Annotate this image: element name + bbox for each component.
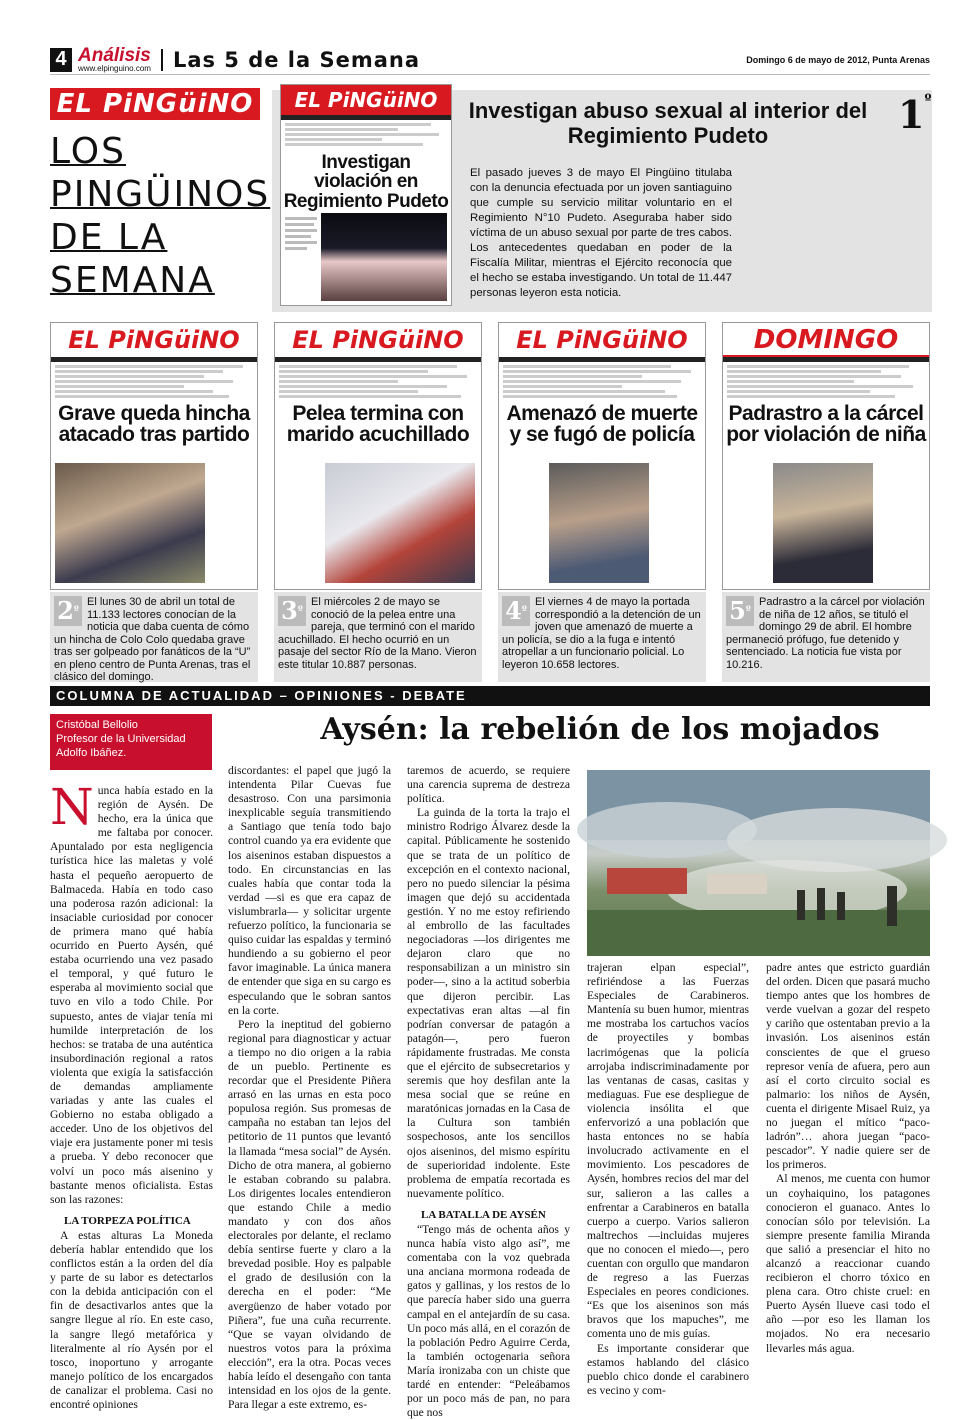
cover-caption-text: Padrastro a la cárcel por violación de niña de 12 años, se tituló el domingo 29 de abril. El hombre permaneció prófugo, fue detenido y sentenciado. La noticia fue vista por 10.216. bbox=[726, 596, 925, 671]
cover-photo bbox=[773, 463, 873, 583]
cover-teasers bbox=[51, 362, 257, 403]
rank-badge bbox=[502, 596, 530, 626]
article-paragraph: Pero la ineptitud del gobierno regional para diagnosticar y actuar a tiempo no dio origen a la rabia de un pueblo. Pertinente es recordar que el Presidente Piñera arrasó en las urnas en esta poco populosa región. Sus promesas de campaña no estaban tan lejos del petitorio de 11 puntos que levantó la llamada “mesa social” de Aysén. Dicho de otra manera, al gobierno le estaban cobrando su palabra. Los dirigentes locales entendieron que estando Chile a medio mandato y con dos años electorales por delante, el reclamo debía sentirse fuerte y claro a la brevedad posible. Hoy es palpable el grado de desilusión con la derecha en el poder: “Me avergüenzo de haber votado por Piñera”, fue una cuña recurrente. “Que se vayan olvidando de nuestros votos para la próxima elección”, era la otra. Pocas veces había leído el desengaño con tanta intensidad en los ojos de la gente. Para llegar a este extremo, es- bbox=[228, 1017, 391, 1412]
article-column-5 bbox=[766, 961, 930, 1356]
article-column-1 bbox=[50, 778, 213, 1412]
rank-number: 2 bbox=[57, 596, 74, 625]
article-paragraph: taremos de acuerdo, se requiere una carencia suprema de destreza política. bbox=[407, 764, 570, 806]
cover-caption bbox=[50, 592, 258, 682]
section-title: Las 5 de la Semana bbox=[172, 47, 421, 72]
protest-photo bbox=[587, 770, 930, 956]
cover-headline: Pelea termina con marido acuchillado bbox=[286, 402, 470, 447]
protest-photo-art bbox=[587, 770, 930, 956]
cover-teasers bbox=[281, 120, 451, 151]
article-subheading: LA TORPEZA POLÍTICA bbox=[64, 1214, 191, 1227]
rank-number: 1 bbox=[898, 92, 925, 137]
author-role: Profesor de la Universidad bbox=[56, 733, 186, 745]
page-number: 4 bbox=[50, 48, 72, 72]
article-paragraph: La guinda de la torta la trajo el ministro Rodrigo Álvarez desde la capital. Públicamente he sostenido que se trata de un político de excepción en el contexto nacional, pero no puedo silenciar la pésima imagen que dejó su accidentada gestión. Y no me estoy refiriendo al embrollo de las facultades negociadoras —los dirigentes me dejaron claro que no responsabilizan a un ministro sin poder—, sino a la actitud soberbia que dijeron percibir. Las expectativas eran altas —al fin podrían conversar de patagón a patagón—, pero fueron rápidamente frustradas. Me consta que el ejército de subsecretarios y seremis que hoy desfilan ante la mesa social que se reúne en maratónicas jornadas en la Casa de la Cultura son también sospechosos, ante los sencillos ojos aiseninos, del mismo espíritu de superioridad indolente. Este problema de empatía recortada es nuevamente político. bbox=[407, 806, 570, 1200]
cover-caption-text: El miércoles 2 de mayo se conoció de la pelea entre una pareja, que terminó con el marido acuchillado. El hecho ocurrió en un pasaje del sector Río de la Mano. Vieron este titular 10.887 personas. bbox=[278, 596, 477, 671]
page-header bbox=[50, 45, 930, 75]
header-divider bbox=[161, 49, 163, 71]
author-box bbox=[50, 714, 212, 770]
rank-badge bbox=[54, 596, 82, 626]
cover-thumbnail-1[interactable] bbox=[280, 84, 452, 306]
rank-badge bbox=[278, 596, 306, 626]
cover-item-4 bbox=[498, 322, 706, 682]
article-paragraph: trajeran elpan especial”, refiriéndose a las Fuerzas Especiales de Carabineros. Mantenía su buen humor, mientras me mostraba los cartuchos vacíos de proyectiles y bombas lacrimógenas que la policía arrojaba indiscriminadamente por las ventanas de casas, casitas y mediaguas. Fue ese despliegue de violencia insólita el que enfervorizó a una población que hasta entonces no se había involucrado activamente en el movimiento. Los pescadores de Aysén, hombres recios del mar del sur, salieron a las calles a enfrentar a Carabineros en batalla cuerpo a cuerpo. Varios salieron maltrechos —incluidas mujeres que no conocen el miedo—, pero cuentan con orgullo que mandaron de regreso a las Fuerzas Especiales en peores condiciones. “Es que los aiseninos son más bravos que los mapuches”, me comenta uno de mis guías. bbox=[587, 961, 749, 1341]
covers-row bbox=[50, 322, 932, 682]
article-paragraph: padre antes que estricto guardián del orden. Dicen que pasará mucho tiempo antes que los hombres de verde vuelvan a gozar del respeto y cariño que ostentaban previo a la invasión. Los aiseninos están conscientes de que el grueso represor venía de afuera, pero aun así el corto circuito social es palmario: los niños de Aysén, cuenta el dirigente Misael Ruiz, ya no juegan el mítico “paco-ladrón”… ahora juegan “paco-pescador”. Y nadie quiere ser de los primeros. bbox=[766, 961, 930, 1172]
rank-suffix: º bbox=[745, 605, 751, 616]
cover-text-column bbox=[285, 217, 317, 252]
opinion-section-bar: COLUMNA DE ACTUALIDAD – OPINIONES - DEBATE bbox=[50, 686, 930, 706]
cover-thumbnail-4[interactable] bbox=[498, 322, 706, 590]
rank-number: 5 bbox=[729, 596, 746, 625]
top-story-rank bbox=[898, 92, 931, 137]
cover-masthead: EL PiNGüiNO bbox=[275, 323, 481, 357]
cover-photo bbox=[325, 463, 475, 583]
brand-site[interactable]: www.elpinguino.com bbox=[78, 64, 151, 73]
feature-title bbox=[50, 130, 271, 302]
cover-masthead: EL PiNGüiNO bbox=[499, 323, 705, 357]
cover-caption bbox=[274, 592, 482, 682]
cover-caption-text: El viernes 4 de mayo la portada correspondió a la detención de un joven que amenazó de muerte a un policía, se dio a la fuga e intentó atropellar a un funcionario policial. Lo leyeron 10.658 lectores. bbox=[502, 596, 701, 671]
article-column-4 bbox=[587, 961, 749, 1398]
issue-date: Domingo 6 de mayo de 2012, Punta Arenas bbox=[746, 54, 930, 65]
feature-title-line: SEMANA bbox=[50, 260, 215, 301]
article-paragraph: “Tengo más de ochenta años y nunca había visto algo así”, me comentaba con la voz quebrada una anciana mormona rodeada de gatos y gallinas, y los restos de lo que parecía haber sido una guerra campal en el antejardín de su casa. Un poco más allá, en el corazón de la población Pedro Aguirre Cerda, la también octogenaria señora María ironizaba con un chiste que tardé en entender: “Peleábamos por un poco más de pan, no para que nos bbox=[407, 1223, 570, 1420]
rank-badge bbox=[726, 596, 754, 626]
rank-suffix: º bbox=[924, 92, 932, 108]
article-paragraph: Es importante considerar que estamos hablando del clásico pueblo chico donde el carabinero es vecino y com- bbox=[587, 1341, 749, 1397]
rank-suffix: º bbox=[521, 605, 527, 616]
rank-number: 4 bbox=[505, 596, 522, 625]
feature-title-line: DE LA bbox=[50, 217, 168, 258]
drop-cap: N bbox=[50, 778, 94, 836]
cover-photo bbox=[321, 213, 447, 301]
cover-thumbnail-5[interactable] bbox=[722, 322, 930, 590]
cover-headline: Investigan violación en Regimiento Pudeto bbox=[283, 152, 449, 212]
article-paragraph: unca había estado en la región de Aysén. De hecho, era la única que me faltaba por conocer. Apuntalado por esta negligencia turística hice las maletas y volé hasta el pequeño aeropuerto de Balmaceda. Había en todo caso una poderosa razón adicional: la insaciable curiosidad por conocer de primera mano qué había ocurrido en Puerto Aysén, qué estaba ocurriendo una vez pasado el temporal, y qué futuro le esperaba al movimiento social que tuvo en vilo a todo Chile. Por supuesto, antes de viajar tenía mi humilde interpretación de los hechos: se trataba de una auténtica insubordinación regional a ratos violenta que exigía la satisfacción de demandas ampliamente variadas y ante las cuales el Gobierno no estaba obligado a acceder. Uno de los objetivos del viaje era justamente poner mi tesis a prueba. Y debo reconocer que volví un poco más aisenino y bastante menos oficialista. Estas son las razones: bbox=[50, 784, 213, 1206]
cover-headline: Amenazó de muerte y se fugó de policía bbox=[506, 402, 698, 447]
cover-thumbnail-2[interactable] bbox=[50, 322, 258, 590]
cover-item-5 bbox=[722, 322, 930, 682]
cover-caption bbox=[498, 592, 706, 682]
rank-number: 3 bbox=[281, 596, 298, 625]
cover-teasers bbox=[275, 362, 481, 403]
feature-title-line: PINGÜINOS bbox=[50, 174, 271, 215]
rank-suffix: º bbox=[73, 605, 79, 616]
cover-masthead: EL PiNGüiNO bbox=[51, 323, 257, 357]
cover-teasers bbox=[723, 362, 929, 403]
cover-caption bbox=[722, 592, 930, 682]
feature-title-line: LOS bbox=[50, 131, 126, 172]
cover-teasers bbox=[499, 362, 705, 403]
top-story-title: Investigan abuso sexual al interior del Regimiento Pudeto bbox=[468, 98, 868, 148]
rank-suffix: º bbox=[297, 605, 303, 616]
newspaper-logo: EL PiNGüiNO bbox=[50, 88, 260, 120]
brand bbox=[78, 46, 151, 73]
cover-item-3 bbox=[274, 322, 482, 682]
article-column-2 bbox=[228, 764, 391, 1412]
article-paragraph: Al menos, me cuenta con humor un coyhaiquino, los patagones conocieron el guanaco. Antes lo conocían sólo por televisión. La siempre presente familia Miranda que salió a presenciar el hito no alcanzó a reaccionar cuando recibieron el chorro tóxico en plena cara. Otro chiste cruel: en Puerto Aysén llueve casi todo el año —por eso les llaman los mojados. No era necesario llevarles más agua. bbox=[766, 1172, 930, 1355]
cover-caption-text: El lunes 30 de abril un total de 11.133 lectores conocían de la noticia que daba cuenta de cómo un hincha de Colo Colo quedaba grave tras ser golpeado por fanáticos de la “U” en pleno centro de Punta Arenas, tras el clásico del domingo. bbox=[54, 596, 251, 683]
cover-headline: Grave queda hincha atacado tras partido bbox=[58, 402, 250, 447]
article-subheading: LA BATALLA DE AYSÉN bbox=[421, 1208, 546, 1221]
top-story-text: El pasado jueves 3 de mayo El Pingüino titulaba con la denuncia efectuada por un joven santiaguino que cumple su servicio militar voluntario en el Regimiento N°10 Pudeto. Aseguraba haber sido víctima de un abuso sexual por parte de tres cabos. Los antecedentes quedaban en poder de la Fiscalía Militar, mientras el Ejército reconocía que el hecho se estaba investigando. Un total de 11.447 personas leyeron esta noticia. bbox=[470, 167, 732, 299]
cover-photo bbox=[55, 463, 205, 583]
article-column-3 bbox=[407, 764, 570, 1420]
cover-headline: Padrastro a la cárcel por violación de niña bbox=[726, 402, 926, 447]
cover-thumbnail-3[interactable] bbox=[274, 322, 482, 590]
author-name: Cristóbal Bellolio bbox=[56, 719, 138, 731]
brand-name: Análisis bbox=[78, 45, 151, 66]
author-role: Adolfo Ibáñez. bbox=[56, 747, 127, 759]
cover-photo bbox=[549, 463, 649, 583]
article-paragraph: A estas alturas La Moneda debería hablar entendido que los conflictos están a la orden del día y parte de su labor es detectarlos con la debida anticipación con el fin de desactivarlos antes que la sangre llegue al río. En este caso, la sangre llegó metafórica y literalmente al río Aysén por el tosco, inoportuno y arrogante manejo político de los encargados de canalizar el problema. Casi no encontré opiniones bbox=[50, 1228, 213, 1412]
article-title: Aysén: la rebelión de los mojados bbox=[320, 712, 880, 747]
cover-masthead: DOMINGO bbox=[723, 323, 929, 357]
cover-masthead: EL PiNGüiNO bbox=[281, 85, 451, 115]
cover-item-2 bbox=[50, 322, 258, 682]
article-paragraph: discordantes: el papel que jugó la intendenta Pilar Cuevas fue desastroso. Con una parsimonia inexplicable seguía transmitiendo a Santiago que tenía todo bajo control cuando ya era evidente que los aiseninos estaban dispuestos a todo. En circunstancias en las cuales había que contar toda la verdad —si es que era capaz de vislumbrarla— y solicitar urgente refuerzo político, la funcionaria se quiso cuidar las espaldas y terminó hundiendo a su gobierno el peor favor imaginable. La única manera de entender que siga en su cargo es especulando que le sobran santos en la corte. bbox=[228, 764, 392, 1017]
